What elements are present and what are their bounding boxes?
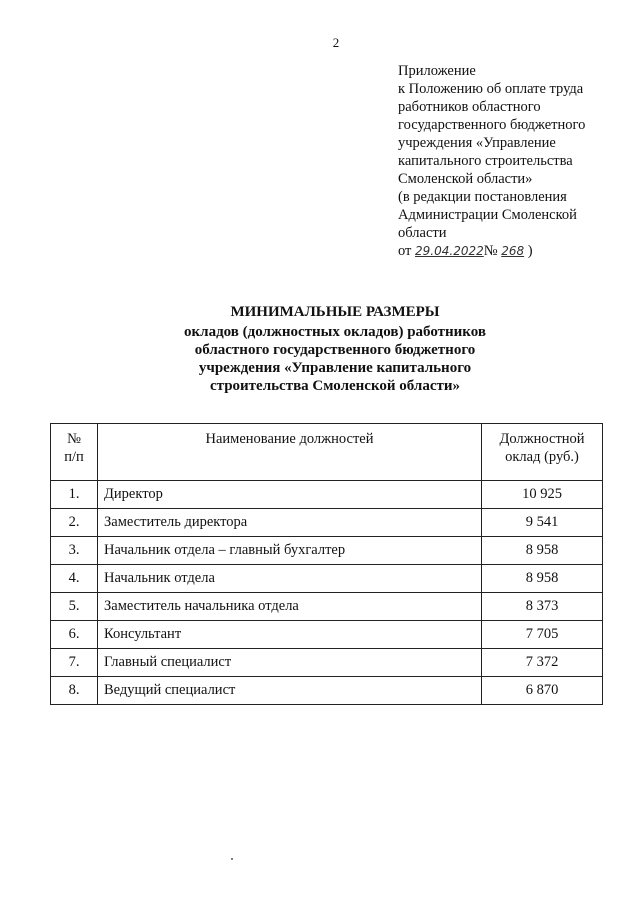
row-number: 3.	[51, 537, 98, 565]
appendix-line: области	[398, 225, 447, 241]
header-position: Наименование должностей	[98, 424, 482, 481]
row-position: Заместитель директора	[98, 509, 482, 537]
row-number: 5.	[51, 593, 98, 621]
table-row	[51, 621, 603, 649]
appendix-line: государственного бюджетного	[398, 117, 586, 133]
row-number: 7.	[51, 649, 98, 677]
appendix-line: Администрации Смоленской	[398, 207, 577, 223]
row-position: Ведущий специалист	[98, 677, 482, 705]
document-title	[140, 303, 530, 395]
table-body	[51, 481, 603, 705]
title-line: областного государственного бюджетного	[194, 342, 476, 358]
table-row	[51, 537, 603, 565]
handwritten-date: 29.04.2022	[415, 244, 484, 258]
row-position: Начальник отдела – главный бухгалтер	[98, 537, 482, 565]
title-line: учреждения «Управление капитального	[198, 360, 472, 376]
row-number: 2.	[51, 509, 98, 537]
handwritten-number: 268	[501, 244, 525, 258]
row-number: 1.	[51, 481, 98, 509]
header-salary: Должностной оклад (руб.)	[482, 424, 603, 481]
row-salary: 7 372	[482, 649, 603, 677]
date-prefix: от	[398, 243, 416, 259]
appendix-block	[398, 62, 630, 260]
title-heading: МИНИМАЛЬНЫЕ РАЗМЕРЫ	[230, 304, 440, 320]
appendix-date-line	[398, 242, 630, 260]
title-line: строительства Смоленской области»	[209, 378, 461, 394]
appendix-line: Смоленской области»	[398, 171, 533, 187]
row-salary: 10 925	[482, 481, 603, 509]
table-row	[51, 509, 603, 537]
table-header-row	[51, 424, 603, 481]
row-salary: 9 541	[482, 509, 603, 537]
row-salary: 8 958	[482, 565, 603, 593]
table-row	[51, 649, 603, 677]
row-salary: 8 373	[482, 593, 603, 621]
table-row	[51, 481, 603, 509]
scan-speck	[231, 858, 233, 860]
appendix-line: к Положению об оплате труда	[398, 81, 584, 97]
row-position: Заместитель начальника отдела	[98, 593, 482, 621]
closing-paren: )	[524, 243, 533, 259]
table-row	[51, 593, 603, 621]
title-line: окладов (должностных окладов) работников	[184, 324, 486, 340]
row-number: 8.	[51, 677, 98, 705]
row-salary: 7 705	[482, 621, 603, 649]
appendix-line: учреждения «Управление	[398, 135, 556, 151]
header-number: № п/п	[51, 424, 98, 481]
page-number: 2	[332, 35, 340, 50]
row-position: Директор	[98, 481, 482, 509]
appendix-line: капитального строительства	[398, 153, 573, 169]
row-number: 6.	[51, 621, 98, 649]
appendix-line: Приложение	[398, 63, 476, 79]
number-prefix: №	[483, 243, 502, 259]
salary-table	[50, 423, 603, 705]
appendix-line: (в редакции постановления	[398, 189, 567, 205]
row-salary: 6 870	[482, 677, 603, 705]
row-number: 4.	[51, 565, 98, 593]
appendix-line: работников областного	[398, 99, 541, 115]
row-position: Главный специалист	[98, 649, 482, 677]
row-salary: 8 958	[482, 537, 603, 565]
row-position: Начальник отдела	[98, 565, 482, 593]
table-row	[51, 565, 603, 593]
table-row	[51, 677, 603, 705]
row-position: Консультант	[98, 621, 482, 649]
